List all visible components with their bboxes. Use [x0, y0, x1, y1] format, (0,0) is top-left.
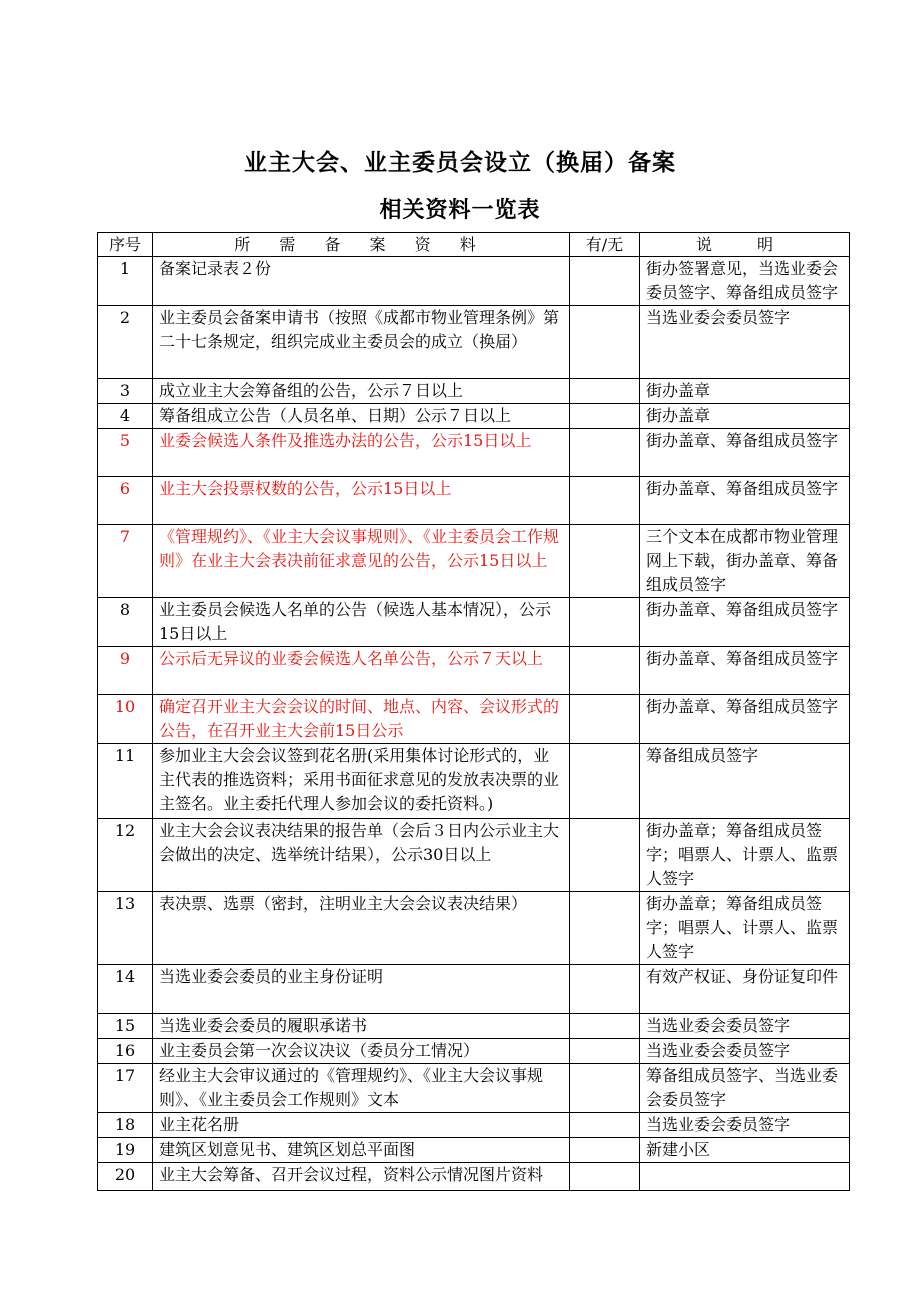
row-item: 建筑区划意见书、建筑区划总平面图 — [153, 1138, 570, 1163]
row-item: 业主委员会候选人名单的公告（候选人基本情况），公示15日以上 — [153, 598, 570, 647]
row-has — [570, 598, 640, 647]
table-row — [98, 695, 850, 744]
row-num: 14 — [98, 965, 153, 1014]
row-num: 19 — [98, 1138, 153, 1163]
row-note: 筹备组成员签字、当选业委会委员签字 — [640, 1064, 850, 1113]
row-num: 3 — [98, 379, 153, 404]
row-item: 确定召开业主大会会议的时间、地点、内容、会议形式的公告，在召开业主大会前15日公示 — [153, 695, 570, 744]
row-num: 16 — [98, 1039, 153, 1064]
table-row — [98, 306, 850, 379]
row-has — [570, 525, 640, 598]
row-num: 18 — [98, 1113, 153, 1138]
row-item: 业主花名册 — [153, 1113, 570, 1138]
row-note: 当选业委会委员签字 — [640, 1113, 850, 1138]
row-item: 筹备组成立公告（人员名单、日期）公示７日以上 — [153, 404, 570, 429]
row-note: 街办签署意见，当选业委会委员签字、筹备组成员签字 — [640, 257, 850, 306]
table-row — [98, 598, 850, 647]
table-row — [98, 429, 850, 477]
row-item: 表决票、选票（密封，注明业主大会会议表决结果） — [153, 892, 570, 965]
row-note: 街办盖章 — [640, 404, 850, 429]
row-note: 街办盖章、筹备组成员签字 — [640, 647, 850, 695]
row-note: 三个文本在成都市物业管理网上下载，街办盖章、筹备组成员签字 — [640, 525, 850, 598]
row-has — [570, 1014, 640, 1039]
row-has — [570, 965, 640, 1014]
row-note: 街办盖章；筹备组成员签字；唱票人、计票人、监票人签字 — [640, 892, 850, 965]
row-item: 经业主大会审议通过的《管理规约》、《业主大会议事规则》、《业主委员会工作规则》文本 — [153, 1064, 570, 1113]
row-num: 4 — [98, 404, 153, 429]
row-num: 8 — [98, 598, 153, 647]
row-num: 10 — [98, 695, 153, 744]
row-has — [570, 1039, 640, 1064]
row-num: 5 — [98, 429, 153, 477]
table-row — [98, 404, 850, 429]
row-num: 2 — [98, 306, 153, 379]
table-row — [98, 1039, 850, 1064]
row-num: 1 — [98, 257, 153, 306]
row-has — [570, 695, 640, 744]
table-row — [98, 1064, 850, 1113]
table-row — [98, 647, 850, 695]
row-has — [570, 892, 640, 965]
table-row — [98, 1138, 850, 1163]
row-num: 20 — [98, 1163, 153, 1191]
header-item-label: 所 需 备 案 资 料 — [234, 235, 488, 254]
row-num: 17 — [98, 1064, 153, 1113]
table-row — [98, 379, 850, 404]
row-has — [570, 429, 640, 477]
row-num: 11 — [98, 744, 153, 819]
row-item: 公示后无异议的业委会候选人名单公告，公示７天以上 — [153, 647, 570, 695]
row-item: 业主委员会第一次会议决议（委员分工情况） — [153, 1039, 570, 1064]
row-has — [570, 477, 640, 525]
row-note: 新建小区 — [640, 1138, 850, 1163]
row-item: 业主大会筹备、召开会议过程，资料公示情况图片资料 — [153, 1163, 570, 1191]
row-has — [570, 1138, 640, 1163]
row-has — [570, 404, 640, 429]
row-has — [570, 1113, 640, 1138]
table-row — [98, 1014, 850, 1039]
table-row — [98, 965, 850, 1014]
table-row — [98, 1163, 850, 1191]
row-item: 《管理规约》、《业主大会议事规则》、《业主委员会工作规则》在业主大会表决前征求意见的公告，公示15日以上 — [153, 525, 570, 598]
row-note: 当选业委会委员签字 — [640, 1014, 850, 1039]
header-item — [153, 233, 570, 257]
row-item: 业主委员会备案申请书（按照《成都市物业管理条例》第二十七条规定，组织完成业主委员会的成立（换届） — [153, 306, 570, 379]
row-item: 成立业主大会筹备组的公告，公示７日以上 — [153, 379, 570, 404]
table-row — [98, 819, 850, 892]
row-has — [570, 306, 640, 379]
row-item: 业委会候选人条件及推选办法的公告，公示15日以上 — [153, 429, 570, 477]
header-note-label: 说 明 — [695, 235, 794, 254]
table-row — [98, 892, 850, 965]
row-has — [570, 647, 640, 695]
table-row — [98, 257, 850, 306]
document-title: 业主大会、业主委员会设立（换届）备案 — [244, 150, 676, 176]
row-num: 12 — [98, 819, 153, 892]
row-has — [570, 257, 640, 306]
table-row — [98, 1113, 850, 1138]
header-has: 有/无 — [570, 233, 640, 257]
table-row — [98, 477, 850, 525]
row-has — [570, 379, 640, 404]
row-num: 13 — [98, 892, 153, 965]
row-item: 参加业主大会会议签到花名册(采用集体讨论形式的，业主代表的推选资料；采用书面征求意见的发放表决票的业主签名。业主委托代理人参加会议的委托资料。) — [153, 744, 570, 819]
document-subtitle: 相关资料一览表 — [379, 198, 541, 223]
row-has — [570, 744, 640, 819]
row-note: 街办盖章、筹备组成员签字 — [640, 429, 850, 477]
row-item: 业主大会投票权数的公告，公示15日以上 — [153, 477, 570, 525]
row-note: 筹备组成员签字 — [640, 744, 850, 819]
row-num: 9 — [98, 647, 153, 695]
row-note: 街办盖章、筹备组成员签字 — [640, 695, 850, 744]
row-num: 6 — [98, 477, 153, 525]
row-item: 业主大会会议表决结果的报告单（会后３日内公示业主大会做出的决定、选举统计结果），公示30日以上 — [153, 819, 570, 892]
table-row — [98, 744, 850, 819]
row-note: 街办盖章 — [640, 379, 850, 404]
row-note: 当选业委会委员签字 — [640, 306, 850, 379]
row-num: 7 — [98, 525, 153, 598]
row-note: 街办盖章、筹备组成员签字 — [640, 477, 850, 525]
row-note: 当选业委会委员签字 — [640, 1039, 850, 1064]
row-note: 街办盖章、筹备组成员签字 — [640, 598, 850, 647]
filing-materials-table — [97, 232, 850, 1191]
row-item: 备案记录表２份 — [153, 257, 570, 306]
row-has — [570, 1163, 640, 1191]
table-header-row — [98, 233, 850, 257]
row-note: 有效产权证、身份证复印件 — [640, 965, 850, 1014]
row-num: 15 — [98, 1014, 153, 1039]
table-row — [98, 525, 850, 598]
header-num: 序号 — [98, 233, 153, 257]
row-item: 当选业委会委员的履职承诺书 — [153, 1014, 570, 1039]
row-has — [570, 1064, 640, 1113]
row-note: 街办盖章；筹备组成员签字；唱票人、计票人、监票人签字 — [640, 819, 850, 892]
header-note — [640, 233, 850, 257]
row-has — [570, 819, 640, 892]
row-note — [640, 1163, 850, 1191]
row-item: 当选业委会委员的业主身份证明 — [153, 965, 570, 1014]
